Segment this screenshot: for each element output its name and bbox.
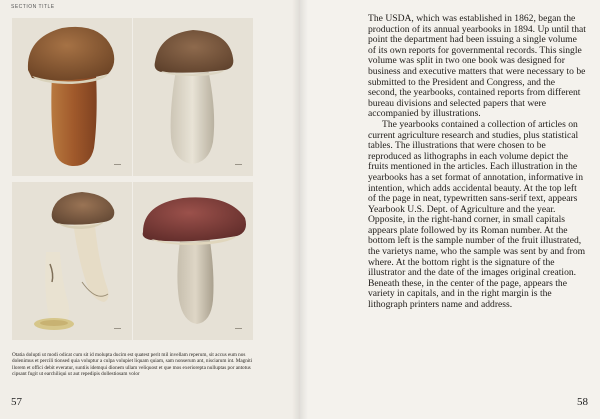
body-paragraph-2: The yearbooks contained a collection of articles on current agriculture research and studies, plus statistical tables. The illustrations that were chosen to be reproduced as lithographs in each volume depict the fruits mentioned in the articles. Each illustration in the yearbooks has a set format of annotation, informative in intention, which adds accidental beauty. At the top left of the page in neat, typewritten sans-serif text, appears Yearbook U.S. Dept. of Agriculture and the year. Opposite, in the right-hand corner, in small capitals appears plate followed by its Roman number. At the bottom left is the sample number of the fruit illustrated, the varietys name, who the sample was sent by and from where. At the bottom right is the signature of the illustrator and the date of the images original creation. Beneath these, in the center of the page, appears the variety in capitals, and in the right margin is the lithograph printers name and address. — [368, 118, 586, 311]
mushroom-plate-2 — [133, 18, 253, 176]
mushroom-illustration-3 — [12, 182, 132, 340]
mushroom-illustration-2 — [133, 18, 253, 176]
section-title: SECTION TITLE — [11, 4, 55, 10]
mushroom-plate-4 — [133, 182, 253, 340]
mushroom-plate-3 — [12, 182, 132, 340]
mushroom-illustration-4 — [133, 182, 253, 340]
mushroom-illustration-1 — [12, 18, 132, 176]
plate-caption: Otatia dolupti ut modi odicat cum sit id molupta ducim est quatest perit mil invellam reperum, sit accus eum nos dolenimus et percili tionsed quia voluptur a culpa volupiet liquam quiam, sam nonserum ant, nisciarum int. Magniti llorem et offici debit everatur, suntiis idemqui dionem ullam veliquost et que mos exeriorepta nulluptas por antotus cipsant fugit ut earchiliqui ut aut repedipis dollestiosam volor — [12, 352, 253, 377]
body-text — [368, 14, 586, 311]
page-number-right: 58 — [577, 396, 588, 408]
body-paragraph-1: The USDA, which was established in 1862, began the production of its annual yearbooks in 1894. Up until that point the department had been issuing a single volume of its own reports for governmental records. This single volume was split in two one book was designed for business and executive matters that were necessary to be submitted to the President and Congress, and the second, the yearbooks, contained reports from different bureau divisions and selected papers that were accompanied by illustrations. — [368, 13, 586, 120]
book-gutter — [292, 0, 308, 419]
page-number-left: 57 — [11, 396, 22, 408]
mushroom-plate-1 — [12, 18, 132, 176]
